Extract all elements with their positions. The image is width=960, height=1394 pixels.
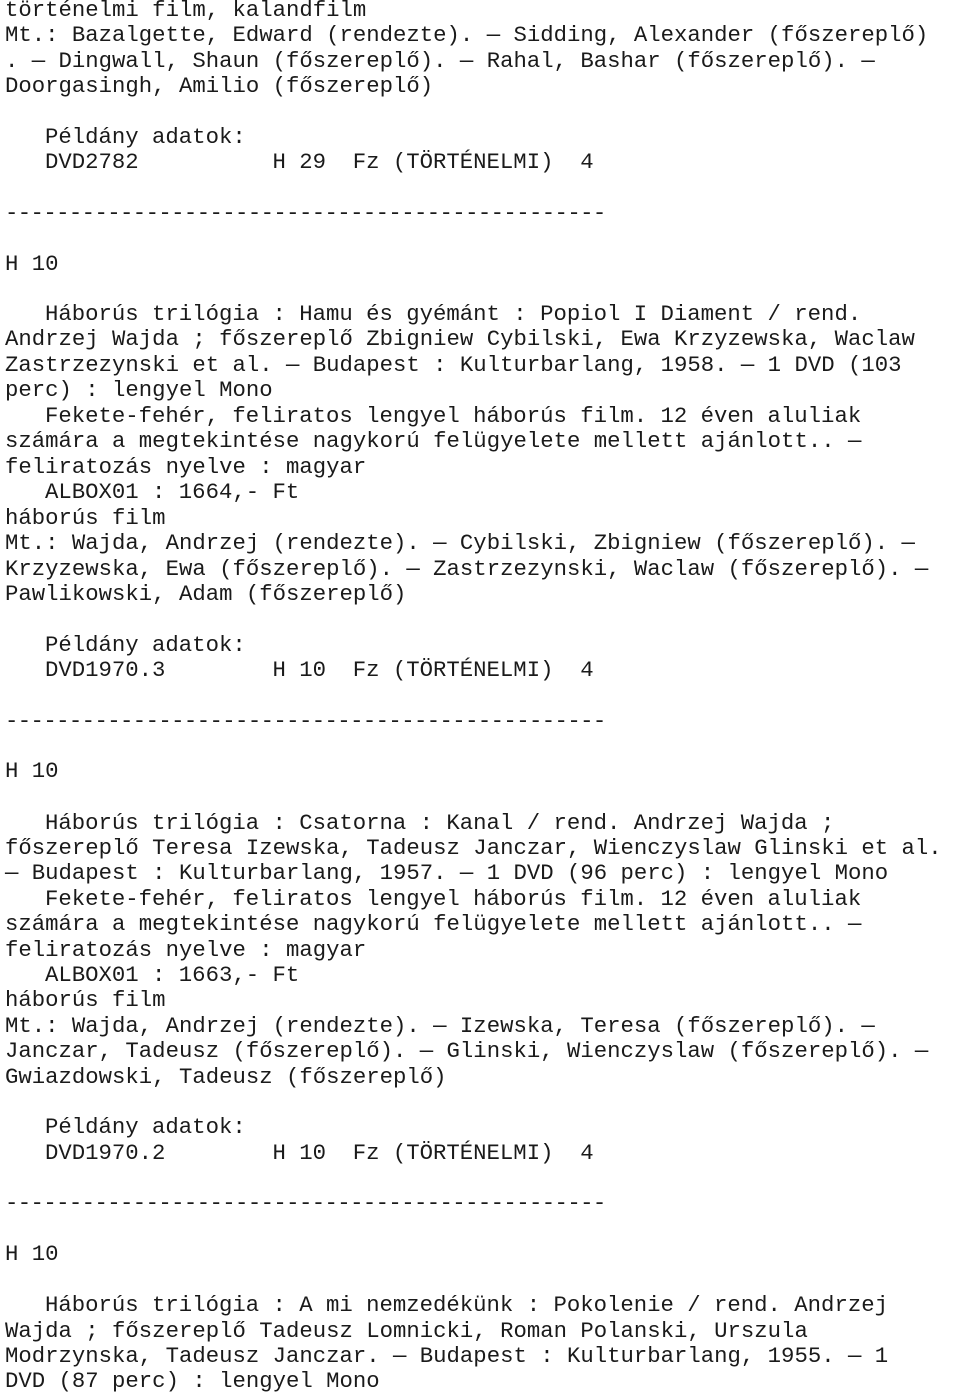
separator-line: ----------------------------------------------- [5,1190,606,1216]
shelf-code: H 10 [5,251,59,277]
credits-line: . — Dingwall, Shaun (főszereplő). — Rahal, Bashar (főszereplő). — [5,48,875,74]
credits-line: Doorgasingh, Amilio (főszereplő) [5,73,434,99]
record-line: — Budapest : Kulturbarlang, 1957. — 1 DVD (96 perc) : lengyel Mono [5,860,889,886]
credits-line: Mt.: Wajda, Andrzej (rendezte). — Izewska, Teresa (főszereplő). — [5,1013,875,1039]
price-line: ALBOX01 : 1664,- Ft [45,479,300,505]
copy-data-heading: Példány adatok: [45,632,246,658]
credits-line: Mt.: Wajda, Andrzej (rendezte). — Cybilski, Zbigniew (főszereplő). — [5,530,915,556]
shelf-code: H 10 [5,1241,59,1267]
record-line: Modrzynska, Tadeusz Janczar. — Budapest : Kulturbarlang, 1955. — 1 [5,1343,889,1369]
copy-data-heading: Példány adatok: [45,124,246,150]
genre-line: történelmi film, kalandfilm [5,0,367,23]
record-line: Zastrzezynski et al. — Budapest : Kulturbarlang, 1958. — 1 DVD (103 [5,352,902,378]
copy-data-row: DVD2782 H 29 Fz (TÖRTÉNELMI) 4 [45,149,594,175]
record-title: Háborús trilógia : Hamu és gyémánt : Popiol I Diament / rend. [45,301,862,327]
record-note: számára a megtekintése nagykorú felügyelete mellett ajánlott.. — [5,428,862,454]
record-note: számára a megtekintése nagykorú felügyelete mellett ajánlott.. — [5,911,862,937]
credits-line: Gwiazdowski, Tadeusz (főszereplő) [5,1064,447,1090]
record-note: feliratozás nyelve : magyar [5,454,367,480]
credits-line: Pawlikowski, Adam (főszereplő) [5,581,407,607]
separator-line: ----------------------------------------------- [5,708,606,734]
copy-data-row: DVD1970.2 H 10 Fz (TÖRTÉNELMI) 4 [45,1140,594,1166]
record-note: feliratozás nyelve : magyar [5,937,367,963]
copy-data-heading: Példány adatok: [45,1114,246,1140]
record-title: Háborús trilógia : Csatorna : Kanal / rend. Andrzej Wajda ; [45,810,835,836]
record-line: DVD (87 perc) : lengyel Mono [5,1368,380,1394]
genre-line: háborús film [5,987,166,1013]
credits-line: Janczar, Tadeusz (főszereplő). — Glinski, Wienczyslaw (főszereplő). — [5,1038,929,1064]
record-note: Fekete-fehér, feliratos lengyel háborús film. 12 éven aluliak [45,403,862,429]
shelf-code: H 10 [5,758,59,784]
record-title: Háborús trilógia : A mi nemzedékünk : Pokolenie / rend. Andrzej [45,1292,888,1318]
genre-line: háborús film [5,505,166,531]
price-line: ALBOX01 : 1663,- Ft [45,962,300,988]
credits-line: Krzyzewska, Ewa (főszereplő). — Zastrzezynski, Waclaw (főszereplő). — [5,556,929,582]
record-line: perc) : lengyel Mono [5,377,273,403]
separator-line: ----------------------------------------------- [5,200,606,226]
copy-data-row: DVD1970.3 H 10 Fz (TÖRTÉNELMI) 4 [45,657,594,683]
credits-line: Mt.: Bazalgette, Edward (rendezte). — Sidding, Alexander (főszereplő) [5,22,929,48]
record-line: főszereplő Teresa Izewska, Tadeusz Janczar, Wienczyslaw Glinski et al. [5,835,942,861]
record-note: Fekete-fehér, feliratos lengyel háborús film. 12 éven aluliak [45,886,862,912]
record-line: Andrzej Wajda ; főszereplő Zbigniew Cybilski, Ewa Krzyzewska, Waclaw [5,326,915,352]
record-line: Wajda ; főszereplő Tadeusz Lomnicki, Roman Polanski, Urszula [5,1318,808,1344]
